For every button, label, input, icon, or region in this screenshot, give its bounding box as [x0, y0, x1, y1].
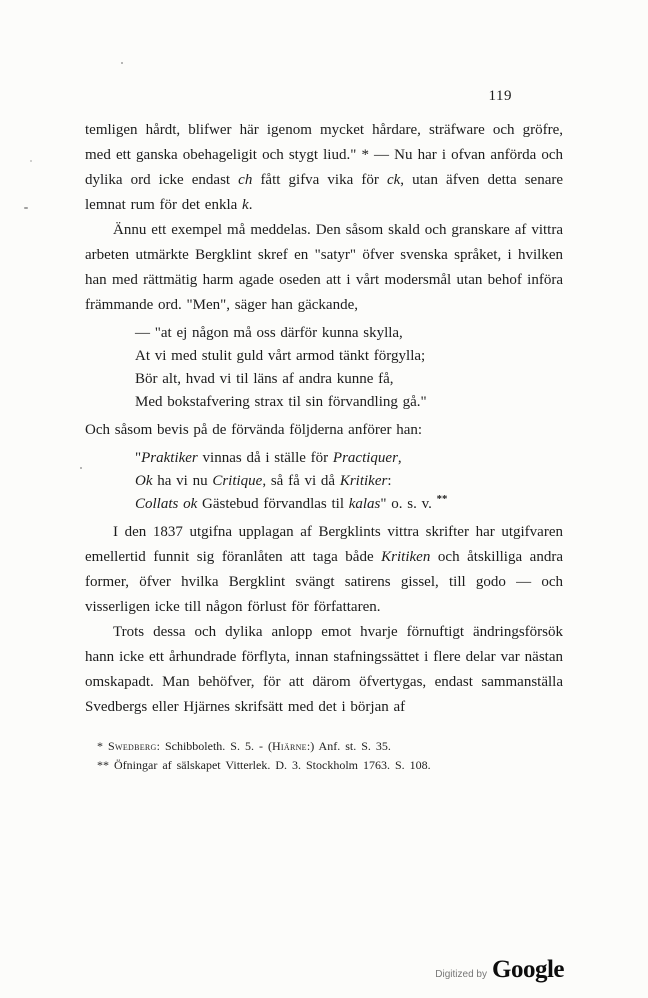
digitized-by-google — [435, 956, 564, 984]
text-segment: Ok — [135, 473, 153, 489]
paragraph-continuation — [85, 118, 563, 218]
text-segment: . — [248, 197, 253, 213]
digitized-by-label: Digitized by — [435, 969, 487, 980]
text-segment: Gästebud förvandlas til — [197, 496, 349, 512]
text-segment: ha vi nu — [152, 473, 213, 489]
scan-speck — [30, 160, 32, 162]
text-segment: kalas — [348, 496, 381, 512]
text-segment: , — [397, 450, 402, 466]
text-segment: Hiärne — [271, 739, 307, 753]
paragraph — [85, 620, 563, 720]
verse-line — [135, 322, 563, 345]
paragraph — [85, 520, 563, 620]
text-segment: ** Öfningar af sälskapet Vitterlek. D. 3. Stockholm 1763. S. 108. — [97, 758, 431, 772]
text-segment: Collats ok — [135, 496, 198, 512]
text-segment: Kritiken — [381, 549, 431, 565]
verse-line — [135, 470, 563, 493]
text-segment: Practiquer — [332, 450, 398, 466]
text-segment: Critique — [212, 473, 263, 489]
scan-speck — [24, 207, 28, 209]
scan-speck — [121, 62, 123, 64]
text-segment: : — [387, 473, 392, 489]
text-segment: k — [242, 197, 249, 213]
text-segment: : Schibboleth. S. 5. - ( — [156, 739, 272, 753]
text-segment: Ännu ett exempel må meddelas. Den såsom skald och granskare af vittra arbeten utmärkte Bergklint skref en "satyr" öfver svenska språket, i hvilken han med rättmätig harm agade oseden att i vårt modersmål utan behof införa främmande ord. "Men", säger han gäckande, — [85, 222, 563, 313]
text-segment: , så få vi då — [262, 473, 340, 489]
bridge-line — [85, 418, 563, 443]
text-segment: Swedberg — [108, 739, 157, 753]
text-segment: At vi med stulit guld vårt armod tänkt förgylla; — [135, 348, 426, 364]
text-segment: Med bokstafvering strax til sin förvandling gå." — [135, 394, 427, 410]
text-segment: ck — [386, 172, 401, 188]
text-segment: Kritiker — [339, 473, 388, 489]
verse-block-2 — [135, 447, 563, 516]
verse-line — [135, 493, 563, 516]
text-segment: — "at ej någon må oss därför kunna skylla, — [135, 325, 403, 341]
text-segment: Praktiker — [141, 450, 198, 466]
google-logo: Google — [492, 956, 564, 983]
footnotes — [85, 737, 563, 775]
text-segment: och åtskilliga andra former, öfver hvilka Bergklint svängt satirens gissel, till godo — och visserligen icke till någon förlust för författaren. — [85, 549, 563, 615]
scan-speck — [80, 467, 82, 469]
footnote — [97, 737, 563, 756]
text-segment: fått gifva vika för — [252, 172, 387, 188]
text-block — [85, 118, 563, 775]
verse-block-1 — [135, 322, 563, 414]
verse-line — [135, 345, 563, 368]
verse-line — [135, 368, 563, 391]
text-segment: " o. s. v. — [380, 496, 437, 512]
verse-line — [135, 447, 563, 470]
text-segment: " — [135, 450, 142, 466]
text-segment: temligen hårdt, blifwer här igenom mycket hårdare, sträfware och gröfre, med ett ganska obehageligit och stygt liud." * — Nu har i ofvan anförda och dylika ord icke endast — [85, 122, 563, 188]
text-segment: vinnas då i ställe för — [197, 450, 333, 466]
text-segment: Och såsom bevis på de förvända följderna anförer han: — [85, 422, 423, 438]
text-segment: Trots dessa och dylika anlopp emot hvarje förnuftigt ändringsförsök hann icke ett århundrade förflyta, innan stafningssättet i flere delar var nästan omskapadt. Man behöfver, för att därom öfvertygas, endast sammanställa Svedbergs eller Hjärnes skrifsätt med det i början af — [85, 624, 563, 715]
text-segment: , utan äfven detta senare lemnat rum för det enkla — [85, 172, 564, 213]
text-segment: :) Anf. st. S. 35. — [306, 739, 391, 753]
text-segment: * — [97, 739, 108, 753]
text-segment: Bör alt, hvad vi til läns af andra kunne få, — [135, 371, 394, 387]
text-segment: ** — [436, 493, 448, 505]
text-segment: I den 1837 utgifna upplagan af Bergklints vittra skrifter har utgifvaren emellertid funnit sig föranlåten att taga både — [85, 524, 563, 565]
text-segment: ch — [238, 172, 253, 188]
verse-line — [135, 391, 563, 414]
paragraph — [85, 218, 563, 318]
page-number: 119 — [488, 88, 512, 104]
footnote — [97, 756, 563, 775]
